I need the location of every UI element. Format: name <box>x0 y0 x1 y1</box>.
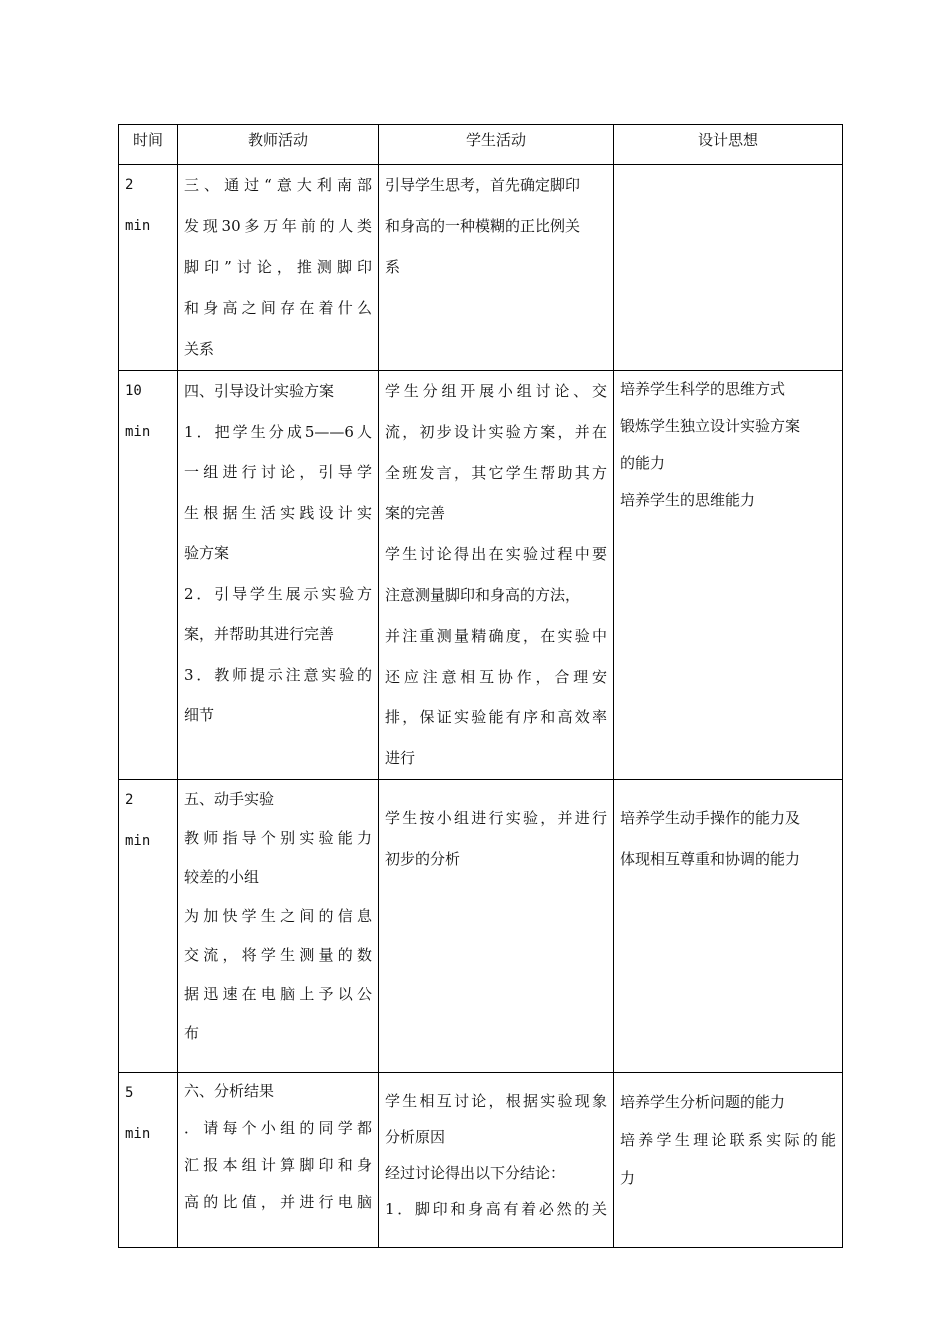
student-line: 案的完善 <box>385 504 446 523</box>
design-line: 培养学生的思维能力 <box>620 491 756 509</box>
design-idea-cell <box>614 779 843 1072</box>
teacher-line: 3．教师提示注意实验的 <box>184 665 372 684</box>
teacher-line: 发现30多万年前的人类 <box>184 217 372 235</box>
time-cell <box>119 779 178 1072</box>
teacher-line: 三、通过“意大利南部 <box>184 176 372 194</box>
time-cell <box>119 165 178 371</box>
teacher-line: 六、分析结果 <box>184 1081 275 1100</box>
teacher-line: 脚印”讨论，推测脚印 <box>184 258 372 276</box>
student-line: 排，保证实验能有序和高效率 <box>385 708 607 727</box>
teacher-line: 一组进行讨论，引导学 <box>184 463 372 481</box>
teacher-line: 较差的小组 <box>184 867 260 886</box>
teacher-line: 交流，将学生测量的数 <box>184 945 372 964</box>
time-unit: min <box>125 424 151 440</box>
time-value: 5 <box>125 1084 134 1101</box>
student-line: 1．脚印和身高有着必然的关 <box>385 1199 607 1218</box>
teacher-line: 五、动手实验 <box>184 789 275 808</box>
teacher-line: 生根据生活实践设计实 <box>184 503 372 522</box>
design-line: 锻炼学生独立设计实验方案 <box>620 417 801 435</box>
header-teacher-activity: 教师活动 <box>178 125 379 165</box>
teacher-activity-cell <box>178 1072 379 1247</box>
student-line: 初步的分析 <box>385 849 461 868</box>
design-line: 培养学生理论联系实际的能 <box>620 1130 836 1149</box>
header-student-activity: 学生活动 <box>379 125 614 165</box>
time-cell <box>119 371 178 780</box>
table-row <box>119 1072 843 1247</box>
table-row <box>119 371 843 780</box>
teacher-line: 为加快学生之间的信息 <box>184 906 372 925</box>
student-activity-cell <box>379 779 614 1072</box>
design-line: 的能力 <box>620 454 666 472</box>
student-line: 分析原因 <box>385 1127 446 1146</box>
student-activity-cell <box>379 371 614 780</box>
student-line: 学生相互讨论，根据实验现象 <box>385 1091 607 1110</box>
time-cell <box>119 1072 178 1247</box>
student-line: 学生讨论得出在实验过程中要 <box>385 545 607 564</box>
design-line: 力 <box>620 1168 636 1187</box>
student-line: 经过讨论得出以下分结论： <box>385 1163 566 1182</box>
design-idea-cell <box>614 1072 843 1247</box>
teacher-activity-cell <box>178 165 379 371</box>
student-line: 学生按小组进行实验，并进行 <box>385 808 607 827</box>
time-value: 2 <box>125 177 134 193</box>
header-time: 时间 <box>119 125 178 165</box>
teacher-line: 验方案 <box>184 544 230 562</box>
table-row <box>119 779 843 1072</box>
design-idea-cell <box>614 165 843 371</box>
time-unit: min <box>125 218 151 234</box>
lesson-plan-table <box>118 124 843 1248</box>
design-line: 体现相互尊重和协调的能力 <box>620 849 801 868</box>
teacher-activity-cell <box>178 779 379 1072</box>
teacher-line: 和身高之间存在着什么 <box>184 299 372 317</box>
teacher-line: 案，并帮助其进行完善 <box>184 625 335 643</box>
teacher-line: 四、引导设计实验方案 <box>184 382 335 400</box>
student-activity-cell <box>379 1072 614 1247</box>
design-line: 培养学生动手操作的能力及 <box>620 808 801 827</box>
student-line: 系 <box>385 258 401 276</box>
student-activity-cell <box>379 165 614 371</box>
teacher-line: 1．把学生分成5——6人 <box>184 422 372 441</box>
teacher-line: 关系 <box>184 340 215 358</box>
teacher-line: 布 <box>184 1023 200 1042</box>
student-line: 和身高的一种模糊的正比例关 <box>385 217 581 235</box>
student-line: 还应注意相互协作，合理安 <box>385 667 607 686</box>
teacher-line: ．请每个小组的同学都 <box>184 1118 372 1137</box>
teacher-line: 细节 <box>184 706 215 724</box>
teacher-line: 汇报本组计算脚印和身 <box>184 1155 372 1174</box>
table-header-row <box>119 125 843 165</box>
time-value: 10 <box>125 383 142 399</box>
student-line: 并注重测量精确度，在实验中 <box>385 626 607 645</box>
teacher-line: 高的比值，并进行电脑 <box>184 1192 372 1211</box>
student-line: 引导学生思考，首先确定脚印 <box>385 176 581 194</box>
student-line: 学生分组开展小组讨论、交 <box>385 382 607 400</box>
student-line: 全班发言，其它学生帮助其方 <box>385 463 607 482</box>
design-line: 培养学生科学的思维方式 <box>620 380 786 398</box>
time-unit: min <box>125 1125 151 1142</box>
teacher-line: 教师指导个别实验能力 <box>184 828 372 847</box>
table-row <box>119 165 843 371</box>
teacher-activity-cell <box>178 371 379 780</box>
student-line: 进行 <box>385 749 416 768</box>
design-line: 培养学生分析问题的能力 <box>620 1092 786 1111</box>
teacher-line: 据迅速在电脑上予以公 <box>184 984 372 1003</box>
time-value: 2 <box>125 791 134 808</box>
teacher-line: 2．引导学生展示实验方 <box>184 584 372 603</box>
student-line: 流，初步设计实验方案，并在 <box>385 422 607 441</box>
header-design-idea: 设计思想 <box>614 125 843 165</box>
student-line: 注意测量脚印和身高的方法， <box>385 585 581 604</box>
design-idea-cell <box>614 371 843 780</box>
time-unit: min <box>125 832 151 849</box>
